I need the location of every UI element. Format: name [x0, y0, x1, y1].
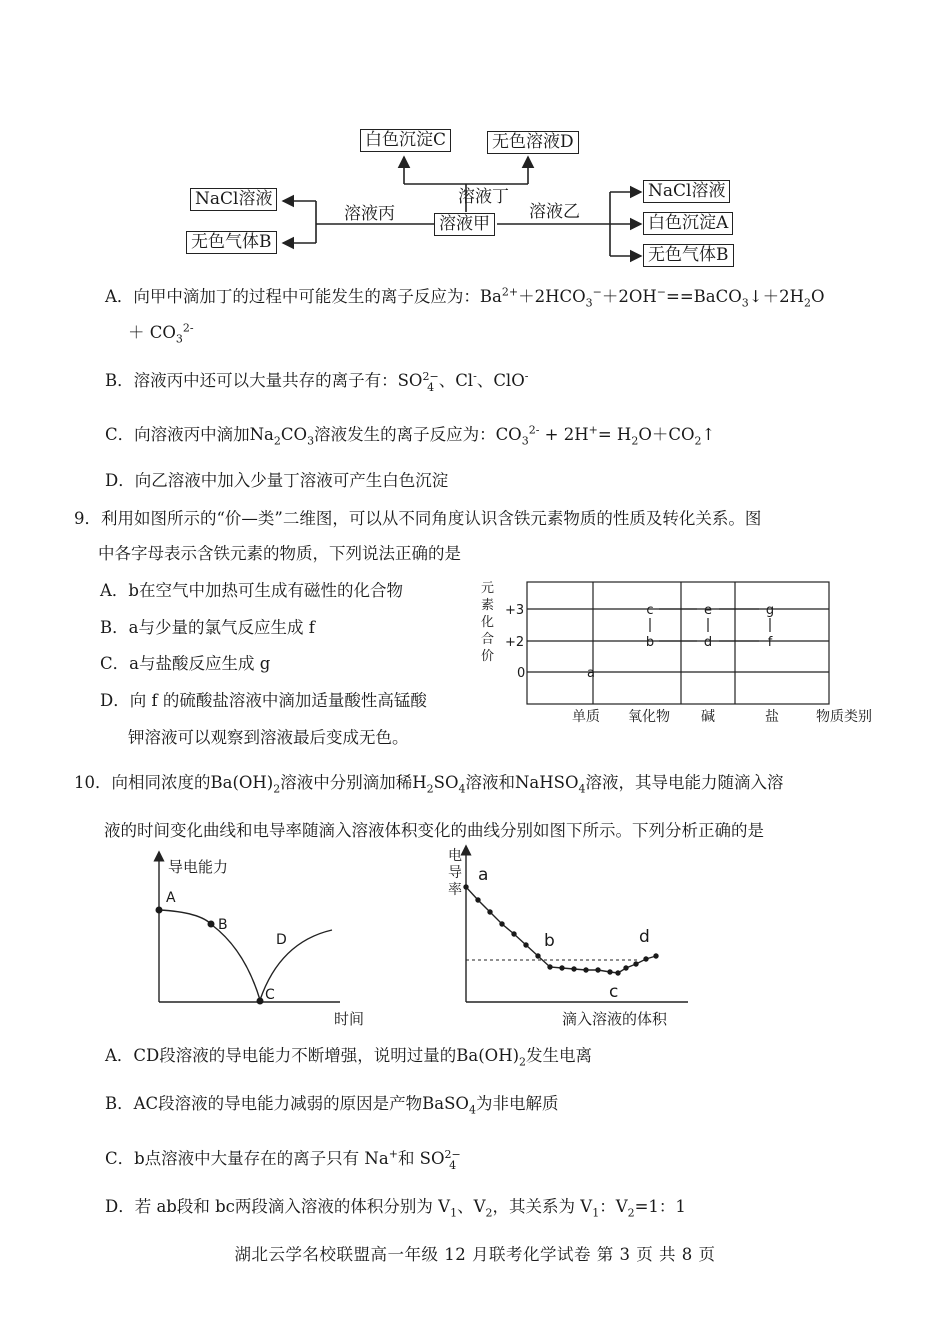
- ylabel-char: 率: [448, 882, 462, 898]
- point-g: g: [765, 603, 775, 618]
- point-C-label: C: [265, 987, 275, 1003]
- q9-option-d-line2: 钾溶液可以观察到溶液最后变成无色。: [128, 728, 409, 747]
- xlabel-salt: 盐: [765, 709, 779, 725]
- graph1-ylabel: 导电能力: [168, 858, 229, 876]
- point-d-label: d: [639, 927, 650, 947]
- xlabel-base: 碱: [701, 709, 715, 725]
- conductivity-curve: [466, 887, 656, 973]
- box-gas-b-right: 无色气体B: [643, 244, 734, 267]
- point-e: e: [704, 603, 712, 618]
- point-c-label: c: [609, 982, 619, 1002]
- q9-option-c: C．a与盐酸反应生成 g: [100, 654, 271, 673]
- point-A-dot: [156, 907, 163, 914]
- valence-class-grid: [475, 578, 885, 733]
- q10-option-c: C．b点溶液中大量存在的离子只有 Na+和 SO 2− 4: [105, 1147, 461, 1172]
- box-precipitate-a: 白色沉淀A: [643, 212, 733, 235]
- q10-stem-line1: 10．向相同浓度的$Ba(OH)_2$溶液中分别滴加稀$H_2SO_4$溶液和NaHSO$_4$溶液，其导电能力随滴入溶: [74, 773, 784, 796]
- q9-option-a: A．b在空气中加热可生成有磁性的化合物: [100, 581, 403, 600]
- graph2-xlabel: 滴入溶液的体积: [562, 1010, 668, 1028]
- grid-lines: [527, 582, 829, 704]
- box-solution-jia: 溶液甲: [434, 213, 495, 236]
- conductivity-time-graph: [140, 850, 365, 1030]
- ylabel-char: 合: [481, 632, 495, 647]
- ytick-plus3: +3: [505, 603, 525, 618]
- ylabel-char: 导: [448, 865, 462, 881]
- ylabel-char: 化: [481, 615, 495, 630]
- point-a: a: [587, 666, 595, 681]
- point-c: c: [646, 603, 654, 618]
- point-b: b: [645, 635, 655, 650]
- q10-option-a: A．CD段溶液的导电能力不断增强，说明过量的$Ba(OH)_2$发生电离: [105, 1046, 593, 1069]
- curve-dots: [463, 884, 658, 975]
- q10-stem-line2: 液的时间变化曲线和电导率随滴入溶液体积变化的曲线分别如图下所示。下列分析正确的是: [104, 821, 764, 840]
- ylabel-char: 电: [448, 848, 462, 864]
- q9-stem-line2: 中各字母表示含铁元素的物质，下列说法正确的是: [98, 544, 461, 563]
- xlabel-oxide: 氧化物: [628, 709, 670, 725]
- graph1-xlabel: 时间: [334, 1010, 365, 1028]
- ylabel-char: 价: [481, 649, 495, 664]
- box-precipitate-c: 白色沉淀C: [360, 129, 451, 152]
- point-d: d: [703, 635, 713, 650]
- q9-option-b: B．a与少量的氯气反应生成 f: [100, 618, 315, 637]
- box-solution-d: 无色溶液D: [487, 131, 579, 154]
- point-B-dot: [208, 921, 215, 928]
- label-solution-bing: 溶液丙: [344, 204, 395, 224]
- ytick-plus2: +2: [505, 635, 525, 650]
- point-A-label: A: [166, 890, 176, 906]
- point-a-label: a: [478, 865, 489, 885]
- q8-option-a-line1: A．向甲中滴加丁的过程中可能发生的离子反应为：$Ba^{2+}+2HCO_3^-+2OH^-==BaCO_3↓+2H_2O$: [105, 285, 825, 310]
- page-footer: 湖北云学名校联盟高一年级 12 月联考化学试卷 第 3 页 共 8 页: [234, 1245, 716, 1264]
- grid-ylabel: [481, 581, 494, 664]
- xtitle-category: 物质类别: [816, 709, 872, 725]
- point-B-label: B: [218, 917, 228, 933]
- point-f: f: [767, 635, 773, 650]
- conductivity-volume-graph: [430, 842, 700, 1032]
- label-solution-yi: 溶液乙: [529, 202, 580, 222]
- q8-option-c: C．向溶液丙中滴加$Na_2CO_3$溶液发生的离子反应为：$CO_3^{2-} + 2H^+=$ $H_2O+CO_2↑$: [105, 423, 716, 448]
- label-solution-ding: 溶液丁: [458, 187, 509, 207]
- q10-option-d: D．若 ab段和 bc两段滴入溶液的体积分别为 $V_1$、$V_2$，其关系为 $V_1$：$V_2=1$：1: [105, 1197, 686, 1220]
- ylabel-char: 元: [481, 581, 495, 596]
- ylabel-char: 素: [481, 598, 495, 613]
- xlabel-element: 单质: [572, 709, 600, 725]
- box-nacl-right: NaCl溶液: [643, 180, 730, 203]
- box-nacl-left: NaCl溶液: [190, 188, 277, 211]
- q8-option-b: B．溶液丙中还可以大量共存的离子有：SO 2− 4 、Cl-、ClO-: [105, 369, 529, 394]
- ytick-zero: 0: [517, 666, 526, 681]
- box-gas-b-left: 无色气体B: [186, 231, 277, 254]
- q9-option-d-line1: D．向 f 的硫酸盐溶液中滴加适量酸性高锰酸: [100, 691, 427, 710]
- q9-stem-line1: 9．利用如图所示的“价—类”二维图，可以从不同角度认识含铁元素物质的性质及转化关系。图: [74, 509, 762, 528]
- q10-option-b: B．AC段溶液的导电能力减弱的原因是产物BaSO$_4$为非电解质: [105, 1094, 559, 1117]
- q8-option-d: D．向乙溶液中加入少量丁溶液可产生白色沉淀: [105, 471, 449, 490]
- q8-option-a-line2: ＋ $CO_3^{2-}$: [128, 321, 194, 346]
- point-D-label: D: [276, 932, 287, 948]
- point-C-dot: [257, 998, 264, 1005]
- point-b-label: b: [544, 931, 555, 951]
